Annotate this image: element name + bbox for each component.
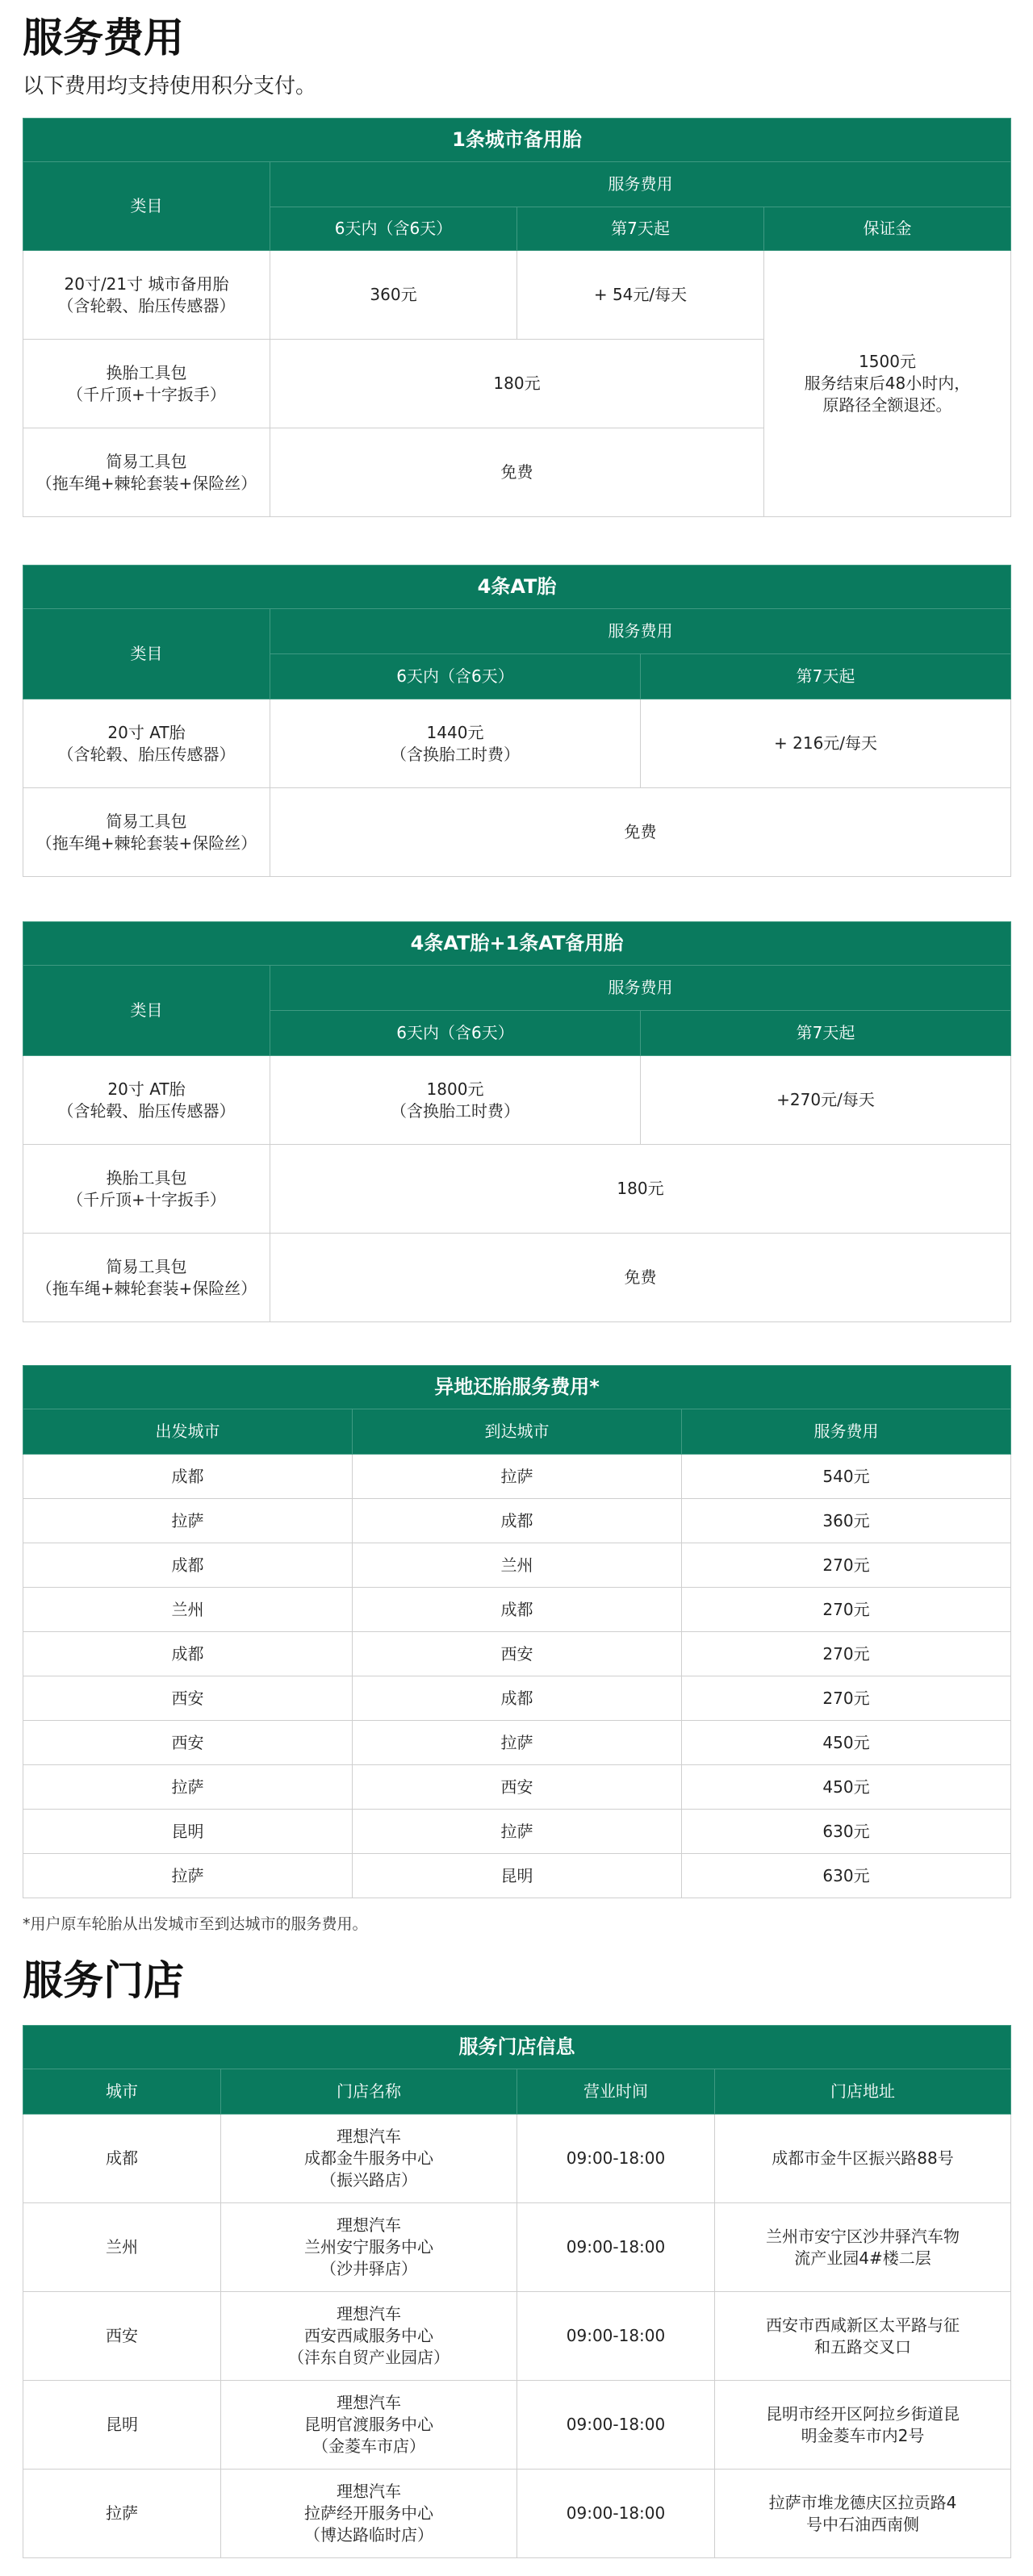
store-hours: 09:00-18:00: [517, 2115, 715, 2203]
deposit-cell: 1500元 服务结束后48小时内， 原路径全额退还。: [764, 251, 1011, 517]
store-name: 理想汽车 兰州安宁服务中心 （沙井驿店）: [221, 2203, 517, 2292]
category-cell: 换胎工具包 （千斤顶+十字扳手）: [23, 340, 270, 428]
header-departure-city: 出发城市: [23, 1409, 353, 1455]
page-subtitle: 以下费用均支持使用积分支付。: [23, 74, 317, 98]
store-city: 昆明: [23, 2381, 221, 2470]
store-address: 拉萨市堆龙德庆区拉贡路4 号中石油西南侧: [715, 2470, 1011, 2558]
header-category: 类目: [23, 162, 270, 251]
fee-cell: 免费: [270, 788, 1011, 877]
table-store-info: [23, 2025, 1011, 2558]
table-row: [23, 1632, 1011, 1676]
page-title: 服务费用: [23, 15, 184, 61]
header-6-days: 6天内（含6天）: [270, 207, 517, 251]
arrival-city: 西安: [353, 1632, 682, 1676]
store-hours: 09:00-18:00: [517, 2203, 715, 2292]
arrival-city: 昆明: [353, 1854, 682, 1898]
table-row: [23, 251, 1011, 340]
table-row: [23, 1765, 1011, 1810]
header-service-fee: 服务费用: [270, 966, 1011, 1011]
store-hours: 09:00-18:00: [517, 2470, 715, 2558]
table-title: 4条AT胎+1条AT备用胎: [23, 922, 1011, 966]
header-7th-day: 第7天起: [641, 654, 1011, 699]
table-offsite-return: [23, 1365, 1011, 1898]
service-fee: 270元: [682, 1588, 1011, 1632]
fee-7th-day: +270元/每天: [641, 1056, 1011, 1145]
category-cell: 简易工具包 （拖车绳+棘轮套装+保险丝）: [23, 1234, 270, 1322]
table-title: 4条AT胎: [23, 566, 1011, 609]
fee-6-days: 1440元 （含换胎工时费）: [270, 699, 641, 788]
arrival-city: 成都: [353, 1588, 682, 1632]
header-6-days: 6天内（含6天）: [270, 654, 641, 699]
service-fee: 270元: [682, 1632, 1011, 1676]
header-service-fee: 服务费用: [270, 609, 1011, 654]
category-cell: 换胎工具包 （千斤顶+十字扳手）: [23, 1145, 270, 1234]
fee-cell: 免费: [270, 428, 764, 517]
table-row: [23, 1234, 1011, 1322]
store-address: 昆明市经开区阿拉乡街道昆 明金菱车市内2号: [715, 2381, 1011, 2470]
departure-city: 成都: [23, 1543, 353, 1588]
departure-city: 成都: [23, 1455, 353, 1499]
table-row: [23, 788, 1011, 877]
header-address: 门店地址: [715, 2069, 1011, 2115]
service-fee: 630元: [682, 1810, 1011, 1854]
service-fee: 540元: [682, 1455, 1011, 1499]
arrival-city: 拉萨: [353, 1810, 682, 1854]
category-cell: 20寸 AT胎 （含轮毂、胎压传感器）: [23, 1056, 270, 1145]
store-address: 西安市西咸新区太平路与征 和五路交叉口: [715, 2292, 1011, 2381]
store-hours: 09:00-18:00: [517, 2381, 715, 2470]
table-row: [23, 699, 1011, 788]
header-category: 类目: [23, 966, 270, 1056]
arrival-city: 拉萨: [353, 1721, 682, 1765]
table-row: [23, 1145, 1011, 1234]
arrival-city: 成都: [353, 1499, 682, 1543]
arrival-city: 兰州: [353, 1543, 682, 1588]
table-row: [23, 1676, 1011, 1721]
table-title: 1条城市备用胎: [23, 119, 1011, 162]
departure-city: 西安: [23, 1676, 353, 1721]
store-address: 成都市金牛区振兴路88号: [715, 2115, 1011, 2203]
header-7th-day: 第7天起: [641, 1011, 1011, 1056]
departure-city: 成都: [23, 1632, 353, 1676]
header-arrival-city: 到达城市: [353, 1409, 682, 1455]
fee-cell: 180元: [270, 340, 764, 428]
table-row: [23, 2292, 1011, 2381]
service-fee: 360元: [682, 1499, 1011, 1543]
footnote: *用户原车轮胎从出发城市至到达城市的服务费用。: [23, 1915, 368, 1933]
departure-city: 拉萨: [23, 1499, 353, 1543]
departure-city: 拉萨: [23, 1854, 353, 1898]
departure-city: 拉萨: [23, 1765, 353, 1810]
table-4-at-tires: [23, 565, 1011, 877]
table-4-at-plus-spare: [23, 921, 1011, 1322]
header-category: 类目: [23, 609, 270, 699]
table-row: [23, 1056, 1011, 1145]
header-service-fee: 服务费用: [270, 162, 1011, 207]
departure-city: 兰州: [23, 1588, 353, 1632]
header-store-name: 门店名称: [221, 2069, 517, 2115]
arrival-city: 拉萨: [353, 1455, 682, 1499]
table-row: [23, 1543, 1011, 1588]
table-row: [23, 2381, 1011, 2470]
fee-6-days: 1800元 （含换胎工时费）: [270, 1056, 641, 1145]
store-city: 拉萨: [23, 2470, 221, 2558]
service-fee: 270元: [682, 1676, 1011, 1721]
table-row: [23, 2115, 1011, 2203]
fee-7th-day: + 216元/每天: [641, 699, 1011, 788]
fee-7th-day: + 54元/每天: [517, 251, 764, 340]
store-hours: 09:00-18:00: [517, 2292, 715, 2381]
table-row: [23, 1455, 1011, 1499]
category-cell: 20寸 AT胎 （含轮毂、胎压传感器）: [23, 699, 270, 788]
departure-city: 西安: [23, 1721, 353, 1765]
service-fee: 450元: [682, 1721, 1011, 1765]
category-cell: 简易工具包 （拖车绳+棘轮套装+保险丝）: [23, 788, 270, 877]
header-deposit: 保证金: [764, 207, 1011, 251]
table-row: [23, 2203, 1011, 2292]
arrival-city: 西安: [353, 1765, 682, 1810]
table-row: [23, 1721, 1011, 1765]
arrival-city: 成都: [353, 1676, 682, 1721]
header-6-days: 6天内（含6天）: [270, 1011, 641, 1056]
store-name: 理想汽车 拉萨经开服务中心 （博达路临时店）: [221, 2470, 517, 2558]
table-title: 异地还胎服务费用*: [23, 1366, 1011, 1409]
store-city: 兰州: [23, 2203, 221, 2292]
category-cell: 20寸/21寸 城市备用胎 （含轮毂、胎压传感器）: [23, 251, 270, 340]
departure-city: 昆明: [23, 1810, 353, 1854]
fee-cell: 180元: [270, 1145, 1011, 1234]
service-fee: 630元: [682, 1854, 1011, 1898]
header-city: 城市: [23, 2069, 221, 2115]
header-7th-day: 第7天起: [517, 207, 764, 251]
service-fee: 270元: [682, 1543, 1011, 1588]
table-row: [23, 1854, 1011, 1898]
store-city: 成都: [23, 2115, 221, 2203]
table-row: [23, 1499, 1011, 1543]
table-row: [23, 2470, 1011, 2558]
table-city-spare-tire: [23, 118, 1011, 517]
service-fee: 450元: [682, 1765, 1011, 1810]
header-hours: 营业时间: [517, 2069, 715, 2115]
store-city: 西安: [23, 2292, 221, 2381]
section-title: 服务门店: [23, 1957, 184, 2004]
header-service-fee: 服务费用: [682, 1409, 1011, 1455]
store-name: 理想汽车 成都金牛服务中心 （振兴路店）: [221, 2115, 517, 2203]
table-row: [23, 1588, 1011, 1632]
store-address: 兰州市安宁区沙井驿汽车物 流产业园4#楼二层: [715, 2203, 1011, 2292]
store-name: 理想汽车 昆明官渡服务中心 （金菱车市店）: [221, 2381, 517, 2470]
store-name: 理想汽车 西安西咸服务中心 （沣东自贸产业园店）: [221, 2292, 517, 2381]
category-cell: 简易工具包 （拖车绳+棘轮套装+保险丝）: [23, 428, 270, 517]
table-row: [23, 1810, 1011, 1854]
fee-6-days: 360元: [270, 251, 517, 340]
fee-cell: 免费: [270, 1234, 1011, 1322]
table-title: 服务门店信息: [23, 2026, 1011, 2069]
